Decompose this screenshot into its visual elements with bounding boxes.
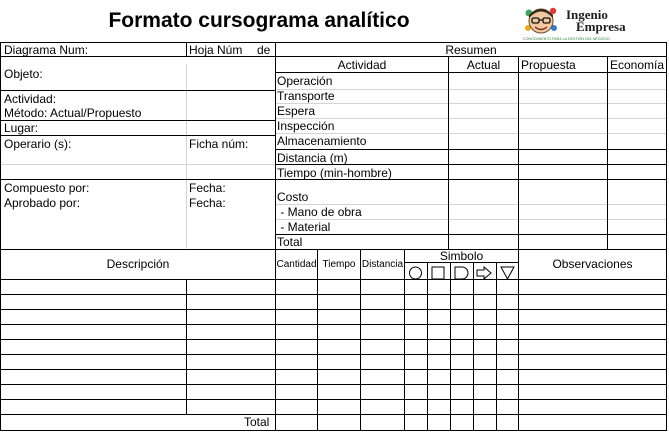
costo-label: Costo xyxy=(277,190,309,204)
grid-line xyxy=(448,57,449,249)
tiempo-label: Tiempo (min-hombre) xyxy=(277,166,392,180)
grid-line xyxy=(0,414,667,415)
descripcion-header: Descripción xyxy=(106,257,170,271)
col-economia-header: Economía xyxy=(610,58,665,72)
metodo-label: Método: Actual/Propuesto xyxy=(4,106,142,120)
logo-brand-line1: Ingenio xyxy=(566,7,608,22)
logo-brand-line2: Empresa xyxy=(576,19,626,34)
distancia-header: Distancia xyxy=(361,259,404,270)
col-actividad-header: Actividad xyxy=(337,58,387,72)
table-row[interactable] xyxy=(1,295,666,309)
operario-label: Operario (s): xyxy=(4,137,72,151)
page-title: Formato cursograma analítico xyxy=(108,9,410,32)
grid-line xyxy=(0,249,667,250)
grid-gray-vline xyxy=(186,64,187,249)
grid-gray-hline xyxy=(0,164,275,165)
activity-transporte: Transporte xyxy=(277,89,335,103)
activity-almacenamiento: Almacenamiento xyxy=(277,134,367,148)
grid-line xyxy=(0,135,275,136)
table-row[interactable] xyxy=(1,355,666,369)
fecha-aprobado-label: Fecha: xyxy=(189,196,226,210)
logo-tagline: CONOCIMIENTO PARA LA GESTIÓN DEL NEGOCIO xyxy=(523,37,610,41)
activity-inspeccion: Inspección xyxy=(277,119,335,133)
delay-d-shape-icon xyxy=(451,265,472,281)
mano-de-obra-label: - Mano de obra xyxy=(277,205,362,219)
grid-line xyxy=(607,57,608,249)
transport-arrow-icon xyxy=(474,265,495,281)
grid-line xyxy=(275,149,667,150)
table-row[interactable] xyxy=(1,385,666,399)
de-label: de xyxy=(257,43,271,57)
table-row[interactable] xyxy=(1,310,666,324)
compuesto-por-label: Compuesto por: xyxy=(4,181,90,195)
material-label: - Material xyxy=(277,220,331,234)
grid-gray-hline xyxy=(275,103,667,104)
inspection-square-icon xyxy=(428,265,449,281)
diagrama-num-label: Diagrama Num: xyxy=(4,43,89,57)
tiempo-header: Tiempo xyxy=(322,259,356,270)
distancia-label: Distancia (m) xyxy=(277,151,348,165)
table-row[interactable] xyxy=(1,280,666,294)
fecha-compuesto-label: Fecha: xyxy=(189,181,226,195)
grid-line xyxy=(0,90,275,91)
activity-operacion: Operación xyxy=(277,74,333,88)
grid-line xyxy=(666,42,667,431)
grid-gray-hline xyxy=(275,219,667,220)
col-actual-header: Actual xyxy=(466,58,501,72)
col-propuesta-header: Propuesta xyxy=(521,58,576,72)
lugar-label: Lugar: xyxy=(4,121,39,135)
grid-line xyxy=(0,120,275,121)
aprobado-por-label: Aprobado por: xyxy=(4,196,81,210)
company-logo xyxy=(520,2,658,42)
grid-line xyxy=(0,430,667,431)
table-row[interactable] xyxy=(1,400,666,414)
grid-line xyxy=(186,42,187,57)
resumen-total-label: Total xyxy=(277,235,303,249)
objeto-label: Objeto: xyxy=(4,67,43,81)
detail-total-label: Total xyxy=(244,415,270,429)
simbolo-header: Simbolo xyxy=(439,249,484,263)
table-row[interactable] xyxy=(1,370,666,384)
grid-line xyxy=(275,234,667,235)
actividad-label: Actividad: xyxy=(4,92,57,106)
activity-espera: Espera xyxy=(277,104,316,118)
observaciones-header: Observaciones xyxy=(552,257,633,271)
table-row[interactable] xyxy=(1,340,666,354)
hoja-num-label: Hoja Núm xyxy=(189,43,243,57)
cantidad-header: Cantidad xyxy=(276,259,317,270)
grid-line xyxy=(275,72,667,73)
brand-mascot-icon xyxy=(525,8,557,33)
table-row[interactable] xyxy=(1,325,666,339)
ficha-num-label: Ficha núm: xyxy=(189,137,249,151)
operation-circle-icon xyxy=(405,265,426,281)
resumen-title: Resumen xyxy=(445,43,497,57)
storage-triangle-down-icon xyxy=(497,265,518,281)
